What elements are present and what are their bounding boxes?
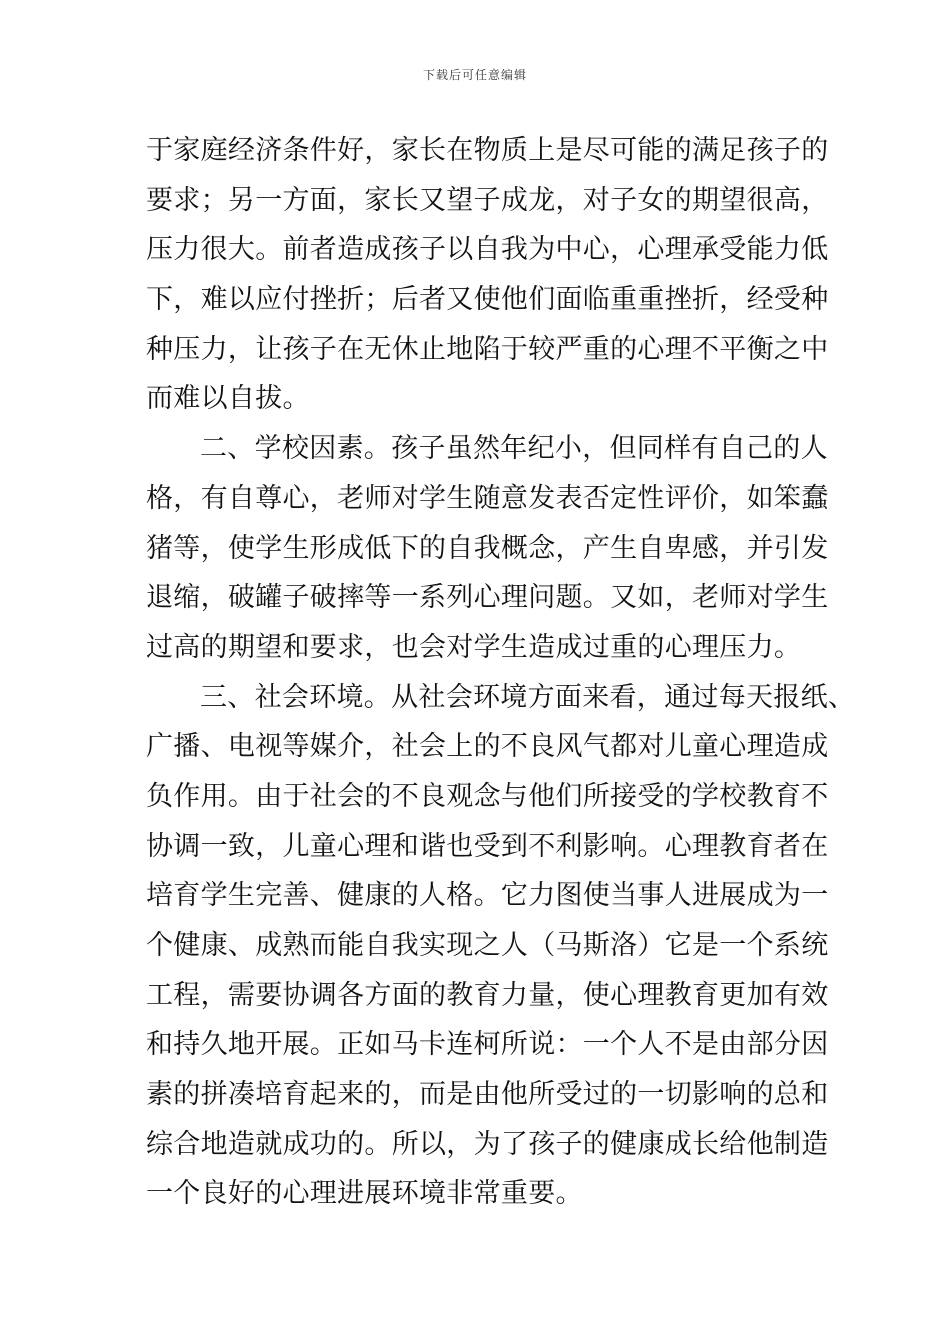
text-line: 广播、电视等媒介，社会上的不良风气都对儿童心理造成 xyxy=(146,731,829,763)
page-header: 下载后可任意编辑 xyxy=(422,68,527,82)
text-line: 退缩，破罐子破摔等一系列心理问题。又如，老师对学生 xyxy=(146,582,829,614)
text-line: 工程，需要协调各方面的教育力量，使心理教育更加有效 xyxy=(146,979,829,1011)
text-line: 个健康、成熟而能自我实现之人（马斯洛）它是一个系统 xyxy=(146,930,829,961)
text-line: 一个良好的心理进展环境非常重要。 xyxy=(146,1178,583,1210)
paragraph-social-environment xyxy=(146,673,856,1220)
text-line: 培育学生完善、健康的人格。它力图使当事人进展成为一 xyxy=(146,880,829,912)
text-line: 要求；另一方面，家长又望子成龙，对子女的期望很高， xyxy=(146,184,829,216)
text-line: 而难以自拔。 xyxy=(146,383,310,415)
text-line: 素的拼凑培育起来的，而是由他所受过的一切影响的总和 xyxy=(146,1079,829,1111)
text-line: 协调一致，儿童心理和谐也受到不利影响。心理教育者在 xyxy=(146,830,829,862)
text-line: 负作用。由于社会的不良观念与他们所接受的学校教育不 xyxy=(146,780,829,812)
text-line: 格，有自尊心，老师对学生随意发表否定性评价，如笨蠢 xyxy=(146,482,829,514)
text-line: 下，难以应付挫折；后者又使他们面临重重挫折，经受种 xyxy=(146,284,829,316)
paragraph-family-factors xyxy=(146,126,836,424)
text-line: 二、学校因素。孩子虽然年纪小，但同样有自己的人 xyxy=(200,433,828,465)
text-line: 种压力，让孩子在无休止地陷于较严重的心理不平衡之中 xyxy=(146,333,829,365)
text-line: 综合地造就成功的。所以，为了孩子的健康成长给他制造 xyxy=(146,1128,829,1160)
text-line: 过高的期望和要求，也会对学生造成过重的心理压力。 xyxy=(146,631,802,663)
text-line: 三、社会环境。从社会环境方面来看，通过每天报纸、 xyxy=(200,681,856,713)
text-line: 猪等，使学生形成低下的自我概念，产生自卑感，并引发 xyxy=(146,532,829,564)
document-body xyxy=(146,126,856,1219)
text-line: 和持久地开展。正如马卡连柯所说：一个人不是由部分因 xyxy=(146,1029,829,1061)
paragraph-school-factors xyxy=(146,424,836,672)
text-line: 压力很大。前者造成孩子以自我为中心，心理承受能力低 xyxy=(146,234,829,266)
text-line: 于家庭经济条件好，家长在物质上是尽可能的满足孩子的 xyxy=(146,135,829,166)
